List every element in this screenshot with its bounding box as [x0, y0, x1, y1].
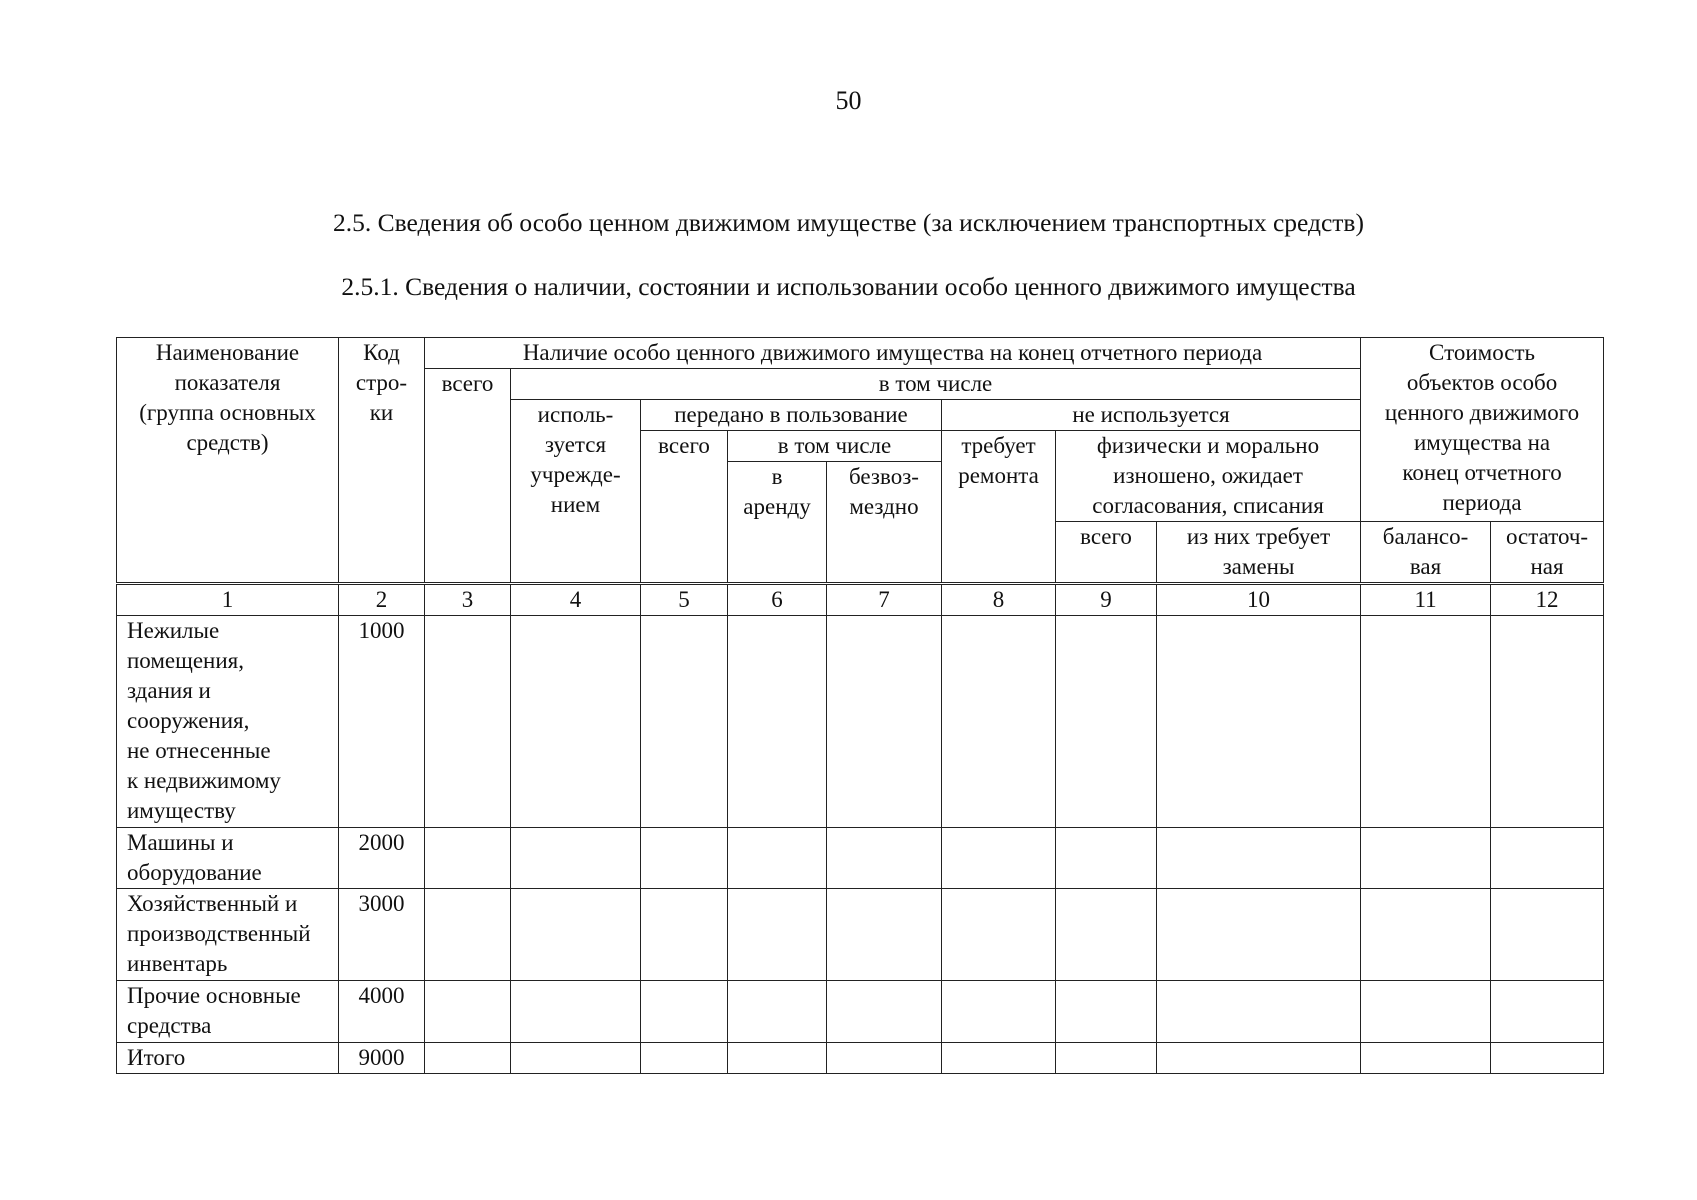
value-cell: [425, 1043, 511, 1074]
value-cell: [728, 828, 827, 889]
column-number: 7: [827, 584, 942, 616]
value-cell: [942, 1043, 1056, 1074]
value-cell: [511, 889, 641, 981]
row-name: Хозяйственный и производственный инвентарь: [117, 889, 339, 981]
column-number: 1: [117, 584, 339, 616]
value-cell: [1361, 616, 1491, 828]
column-number: 2: [339, 584, 425, 616]
header-availability: Наличие особо ценного движимого имущества на конец отчетного периода: [425, 338, 1361, 369]
value-cell: [1157, 616, 1361, 828]
table-row: [117, 889, 1604, 981]
value-cell: [1361, 828, 1491, 889]
row-name: Нежилые помещения, здания и сооружения, не отнесенные к недвижимому имуществу: [117, 616, 339, 828]
header-worn: физически и морально изношено, ожидает согласования, списания: [1056, 431, 1361, 522]
row-name: Итого: [117, 1043, 339, 1074]
value-cell: [1491, 889, 1604, 981]
header-repair: требует ремонта: [942, 431, 1056, 584]
subsection-title: 2.5.1. Сведения о наличии, состоянии и использовании особо ценного движимого имущества: [341, 272, 1356, 301]
value-cell: [1361, 981, 1491, 1043]
row-code: 2000: [339, 828, 425, 889]
value-cell: [1056, 981, 1157, 1043]
column-number-row: [117, 584, 1604, 616]
value-cell: [641, 616, 728, 828]
value-cell: [1361, 1043, 1491, 1074]
column-number: 4: [511, 584, 641, 616]
value-cell: [641, 828, 728, 889]
value-cell: [1056, 828, 1157, 889]
property-table: [116, 337, 1604, 1074]
column-number: 10: [1157, 584, 1361, 616]
value-cell: [1157, 828, 1361, 889]
value-cell: [728, 616, 827, 828]
value-cell: [942, 616, 1056, 828]
table-row: [117, 828, 1604, 889]
table-row: [117, 616, 1604, 828]
header-worn-replace: из них требует замены: [1157, 522, 1361, 584]
value-cell: [511, 828, 641, 889]
header-free: безвоз- мездно: [827, 462, 942, 584]
header-not-used: не используется: [942, 400, 1361, 431]
header-transferred-including: в том числе: [728, 431, 942, 462]
row-name: Машины и оборудование: [117, 828, 339, 889]
header-cost-residual: остаточ- ная: [1491, 522, 1604, 584]
value-cell: [1491, 1043, 1604, 1074]
header-transferred: передано в пользование: [641, 400, 942, 431]
value-cell: [1157, 1043, 1361, 1074]
header-cost-balance: балансо- вая: [1361, 522, 1491, 584]
value-cell: [827, 981, 942, 1043]
value-cell: [1361, 889, 1491, 981]
value-cell: [511, 1043, 641, 1074]
value-cell: [728, 1043, 827, 1074]
row-code: 9000: [339, 1043, 425, 1074]
value-cell: [511, 981, 641, 1043]
header-cost: Стоимость объектов особо ценного движимого имущества на конец отчетного периода: [1361, 338, 1604, 522]
value-cell: [728, 981, 827, 1043]
value-cell: [942, 828, 1056, 889]
header-worn-total: всего: [1056, 522, 1157, 584]
value-cell: [728, 889, 827, 981]
header-rent: в аренду: [728, 462, 827, 584]
column-number: 9: [1056, 584, 1157, 616]
value-cell: [827, 828, 942, 889]
value-cell: [425, 981, 511, 1043]
value-cell: [641, 889, 728, 981]
header-code: Код стро- ки: [339, 338, 425, 584]
value-cell: [942, 889, 1056, 981]
value-cell: [827, 1043, 942, 1074]
row-code: 3000: [339, 889, 425, 981]
column-number: 3: [425, 584, 511, 616]
column-number: 5: [641, 584, 728, 616]
value-cell: [1157, 889, 1361, 981]
value-cell: [1157, 981, 1361, 1043]
value-cell: [1056, 616, 1157, 828]
value-cell: [942, 981, 1056, 1043]
value-cell: [827, 616, 942, 828]
header-used: исполь- зуется учрежде- нием: [511, 400, 641, 584]
column-number: 6: [728, 584, 827, 616]
value-cell: [425, 616, 511, 828]
value-cell: [827, 889, 942, 981]
value-cell: [641, 1043, 728, 1074]
table-row: [117, 1043, 1604, 1074]
row-code: 4000: [339, 981, 425, 1043]
value-cell: [425, 889, 511, 981]
value-cell: [511, 616, 641, 828]
value-cell: [1491, 616, 1604, 828]
column-number: 8: [942, 584, 1056, 616]
header-name: Наименование показателя (группа основных средств): [117, 338, 339, 584]
header-including: в том числе: [511, 369, 1361, 400]
row-code: 1000: [339, 616, 425, 828]
page-number: 50: [835, 86, 862, 115]
value-cell: [1491, 981, 1604, 1043]
column-number: 11: [1361, 584, 1491, 616]
header-transferred-total: всего: [641, 431, 728, 584]
value-cell: [641, 981, 728, 1043]
row-name: Прочие основные средства: [117, 981, 339, 1043]
value-cell: [425, 828, 511, 889]
column-number: 12: [1491, 584, 1604, 616]
value-cell: [1056, 889, 1157, 981]
section-title: 2.5. Сведения об особо ценном движимом имуществе (за исключением транспортных средств): [333, 208, 1364, 237]
table-row: [117, 981, 1604, 1043]
value-cell: [1056, 1043, 1157, 1074]
value-cell: [1491, 828, 1604, 889]
header-total: всего: [425, 369, 511, 584]
